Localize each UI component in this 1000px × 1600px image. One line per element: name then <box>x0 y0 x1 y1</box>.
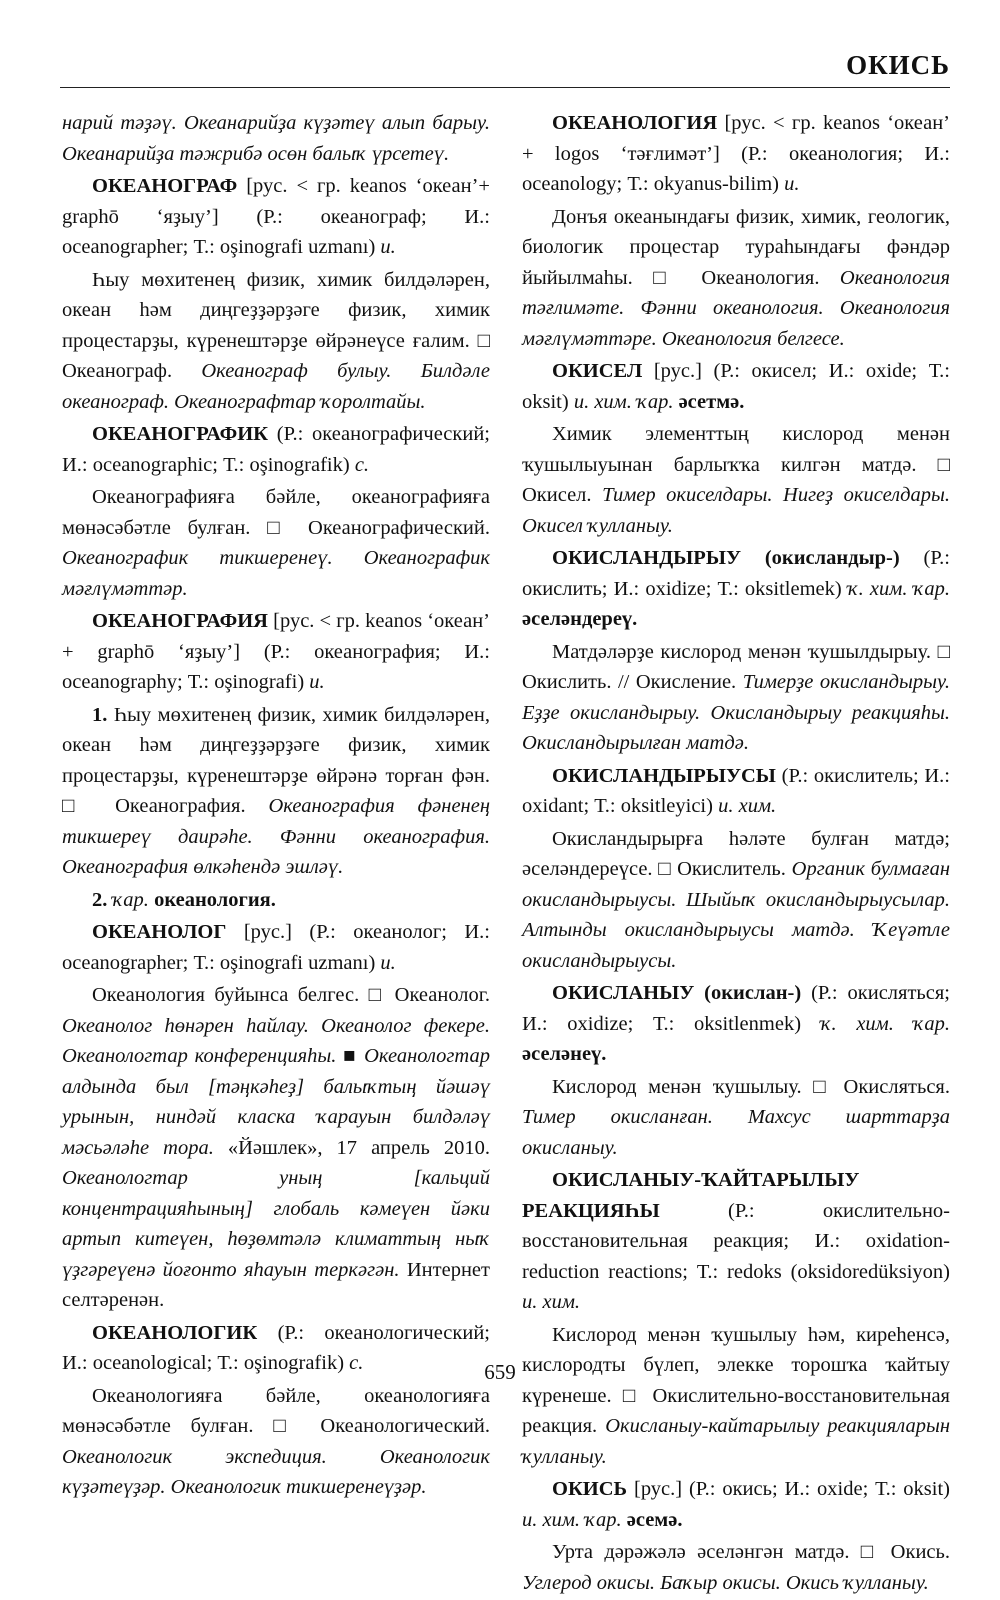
definition: Океанология буйынса белгес. □ Океанолог. Океанолог һөнәрен һайлау. Океанолог фекере. Океанологтар конференцияһы. ■ Океанологтар алдында был [тәңкәһеҙ] балыҡтың йәшәү урынын, ниндәй класка ҡарауын билдәләү мәсьәләһе тора. «Йәшлек», 17 апрель 2010. Океанологтар уның [кальций концентрацияһының] глобаль кәмеүен йәки артып китеүен, һөҙөмтәлә климаттың ныҡ үҙгәреүенә йоғонто яһауын теркәгән. Интернет селтәренән. <box>62 984 490 1311</box>
headword: ОКИСЛАНЫУ-ҠАЙТАРЫЛЫУ РЕАКЦИЯҺЫ <box>522 1169 860 1222</box>
definition: Химик элементтың кислород менән ҡушылыуынан барлыҡҡа килгән матдә. □ Окисел. Тимер окиселдары. Нигеҙ окиселдары. Окисел ҡулланыу. <box>522 423 950 537</box>
citation-marker: ■ <box>336 1045 365 1067</box>
definition: Урта дәрәжәлә әселәнгән матдә. □ Окись. Углерод окисы. Баҡыр окисы. Окись ҡулланыу. <box>522 1541 950 1594</box>
definition: Һыу мөхитенең физик, химик билдәләрен, океан һәм диңгеҙҙәрҙәге физик, химик процестарҙы, күренештәрҙе өйрәнеүсе ғалим. □ Океанограф. Океанограф булыу. Билдәле океанограф. Океанографтар ҡоролтайы. <box>62 268 491 413</box>
definition: 2. ҡар. океанология. <box>92 888 276 911</box>
definition: Матдәләрҙе кислород менән ҡушылдырыу. □ Окислить. // Окисление. Тимерҙе окисландырыу. Еҙҙе окисландырыу. Окисландырыу реакцияһы. Окисландырылған матдә. <box>522 640 950 754</box>
definition: Океанографияға бәйле, океанографияға мөнәсәбәтле булған. □ Океанографический. Океанографик тикшеренеү. Океанографик мәғлүмәттәр. <box>62 486 490 600</box>
entry-okislandyryusy: ОКИСЛАНДЫРЫУСЫ (Р.: окислитель; И.: oxidant; Т.: oksitleyici) и. хим. <box>522 764 950 817</box>
definition: Кислород менән ҡушылыу һәм, киреһенсә, кислородты бүлеп, элекке торошҡа ҡайтыу күренеше. □ Окислительно-восстановительная реакция. Окисланыу-кайтарылыу реакцияларын ҡулланыу. <box>522 1323 950 1468</box>
entry-okislanyu: ОКИСЛАНЫУ (окислан-) (Р.: окисляться; И.: oxidize; Т.: oksitlenmek) ҡ. хим. ҡар. әселәнеү. <box>522 982 950 1065</box>
headword: ОКИСЛАНДЫРЫУ (окисландыр-) <box>552 547 900 569</box>
headword: ОКЕАНОЛОГ <box>92 921 227 943</box>
entry-okisel: ОКИСЕЛ [рус.] (Р.: окисел; И.: oxide; Т.: oksit) и. хим. ҡар. әсетмә. <box>522 360 950 413</box>
definition: Окисландырырға һәләте булған матдә; әселәндереүсе. □ Окислитель. Органик булмаған окисландырыусы. Шыйыҡ окисландырыусылар. Алтынды окисландырыусы матдә. Ҡеүәтле окисландырыусы. <box>522 827 950 972</box>
definition: Океанологияға бәйле, океанологияға мөнәсәбәтле булған. □ Океанологический. Океанологик экспедиция. Океанологик күҙәтеүҙәр. Океанологик тикшеренеүҙәр. <box>62 1384 490 1498</box>
headword: ОКЕАНОГРАФ <box>92 175 238 197</box>
headword: ОКЕАНОЛОГИЯ <box>552 112 718 134</box>
definition: Донъя океанындағы физик, химик, геологик, биологик процестар тураһындағы фәндәр йыйылмаһы. □ Океанология. Океанология тәғлимәте. Фәнни океанология. Океанология мәғлүмәттәре. Океанология белгесе. <box>522 205 950 350</box>
headword: ОКИСЬ <box>552 1478 628 1500</box>
page-header-title: ОКИСЬ <box>846 50 950 80</box>
headword: ОКЕАНОГРАФИК <box>92 423 269 445</box>
definition: 1. Һыу мөхитенең физик, химик билдәләрен, океан һәм диңгеҙҙәрҙәге физик, химик процестарҙы, күренештәрҙе өйрәнә торған фән. □ Океанография. Океанография фәненең тикшереү даирәһе. Фәнни океанография. Океанография өлкәһендә эшләү. <box>62 703 490 878</box>
entry-okeanologiya: ОКЕАНОЛОГИЯ [рус. < гр. keanos ‘океан’ + logos ‘тәғлимәт’] (Р.: океанология; И.: oceanology; Т.: okyanus-bilim) и. <box>522 112 950 195</box>
headword: ОКИСЛАНЫУ (окислан-) <box>552 982 802 1004</box>
headword: ОКЕАНОГРАФИЯ <box>92 610 268 632</box>
entry-okeanolog: ОКЕАНОЛОГ [рус.] (Р.: океанолог; И.: oceanographer; Т.: oşinografi uzmanı) и. <box>62 921 490 974</box>
left-column <box>62 108 490 1505</box>
entry-okeanografik: ОКЕАНОГРАФИК (Р.: океанографический; И.: oceanographic; Т.: oşinografik) с. <box>62 423 490 476</box>
page-number: 659 <box>484 1360 516 1384</box>
headword: ОКИСЛАНДЫРЫУСЫ <box>552 764 776 787</box>
definition: Кислород менән ҡушылыу. □ Окисляться. Тимер окисланған. Махсус шарттарҙа окисланыу. <box>522 1075 950 1159</box>
entry-okeanografiya: ОКЕАНОГРАФИЯ [рус. < гр. keanos ‘океан’ + graphō ‘яҙыу’] (Р.: океанография; И.: oceanography; Т.: oşinografi) и. <box>62 610 490 693</box>
entry-okis: ОКИСЬ [рус.] (Р.: окись; И.: oxide; Т.: oksit) и. хим. ҡар. әсемә. <box>522 1478 950 1531</box>
entry-okeanograf: ОКЕАНОГРАФ [рус. < гр. keanos ‘океан’+ graphō ‘яҙыу’] (Р.: океанограф; И.: oceanographer; Т.: oşinografi uzmanı) и. <box>62 175 490 258</box>
headword: ОКЕАНОЛОГИК <box>92 1321 258 1344</box>
entry-continuation: нарий тәҙәү. Океанарийҙа күҙәтеү алып барыу. Океанарийҙа тәжрибә осөн балыҡ үрсетеү. <box>62 112 490 165</box>
header-divider <box>60 87 950 88</box>
entry-okislandyryu: ОКИСЛАНДЫРЫУ (окисландыр-) (Р.: окислить; И.: oxidize; Т.: oksitlemek) ҡ. хим. ҡар. әселәндереү. <box>522 547 950 630</box>
entry-okislanyu-kaytarylyu: ОКИСЛАНЫУ-ҠАЙТАРЫЛЫУ РЕАКЦИЯҺЫ (Р.: окислительно-восстановительная реакция; И.: oxidation-reduction reactions; Т.: redoks (oksidoredüksiyon) и. хим. <box>522 1169 950 1313</box>
entry-okeanologik: ОКЕАНОЛОГИК (Р.: океанологический; И.: oceanological; Т.: oşinografik) с. <box>62 1321 490 1374</box>
headword: ОКИСЕЛ <box>552 360 643 382</box>
